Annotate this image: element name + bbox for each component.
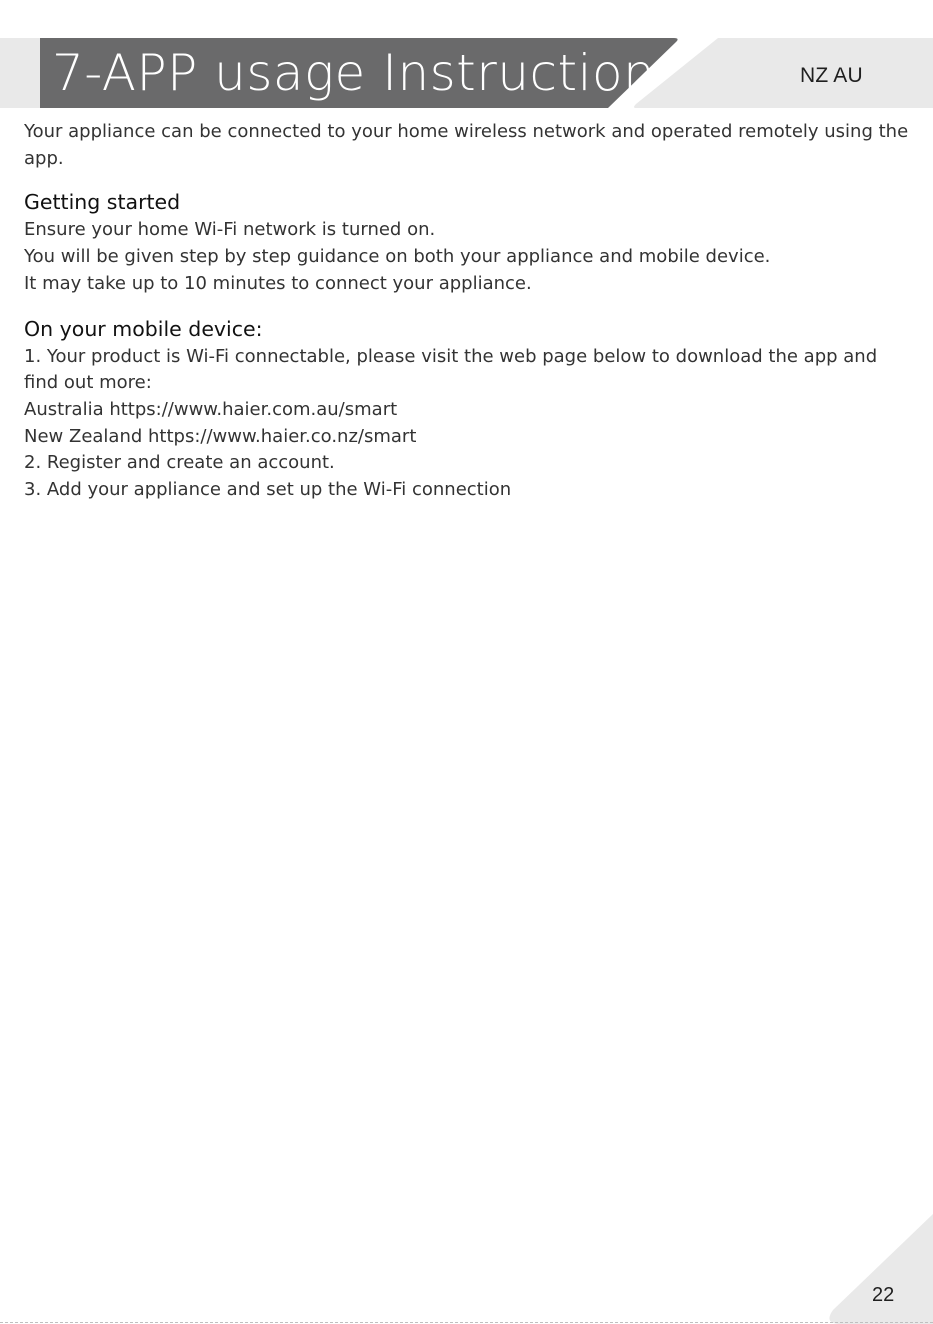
mobile-device-steps	[24, 344, 909, 504]
intro-paragraph: Your appliance can be connected to your home wireless network and operated remotely using the app.	[24, 121, 909, 169]
getting-started-list	[24, 217, 909, 297]
page-title: 7-APP usage Instruction	[52, 44, 656, 102]
bottom-rule	[0, 1322, 933, 1323]
getting-started-line: You will be given step by step guidance on both your appliance and mobile device.	[24, 246, 771, 268]
getting-started-heading: Getting started	[24, 190, 181, 215]
getting-started-line: Ensure your home Wi-Fi network is turned on.	[24, 219, 436, 241]
document-body	[24, 119, 909, 504]
header-left-strip	[0, 38, 40, 108]
mobile-device-heading: On your mobile device:	[24, 316, 263, 341]
step-2: 2. Register and create an account.	[24, 452, 335, 474]
header-region-tab	[634, 38, 933, 108]
page-corner-tab	[823, 1214, 933, 1324]
getting-started-line: It may take up to 10 minutes to connect your appliance.	[24, 272, 532, 294]
new-zealand-link[interactable]: New Zealand https://www.haier.co.nz/smart	[24, 425, 417, 447]
australia-link[interactable]: Australia https://www.haier.com.au/smart	[24, 398, 398, 420]
step-3: 3. Add your appliance and set up the Wi-Fi connection	[24, 479, 512, 501]
page-number: 22	[872, 1284, 895, 1306]
region-label: NZ AU	[800, 64, 863, 87]
step-1: 1. Your product is Wi-Fi connectable, please visit the web page below to download the app and find out more:	[24, 345, 878, 394]
